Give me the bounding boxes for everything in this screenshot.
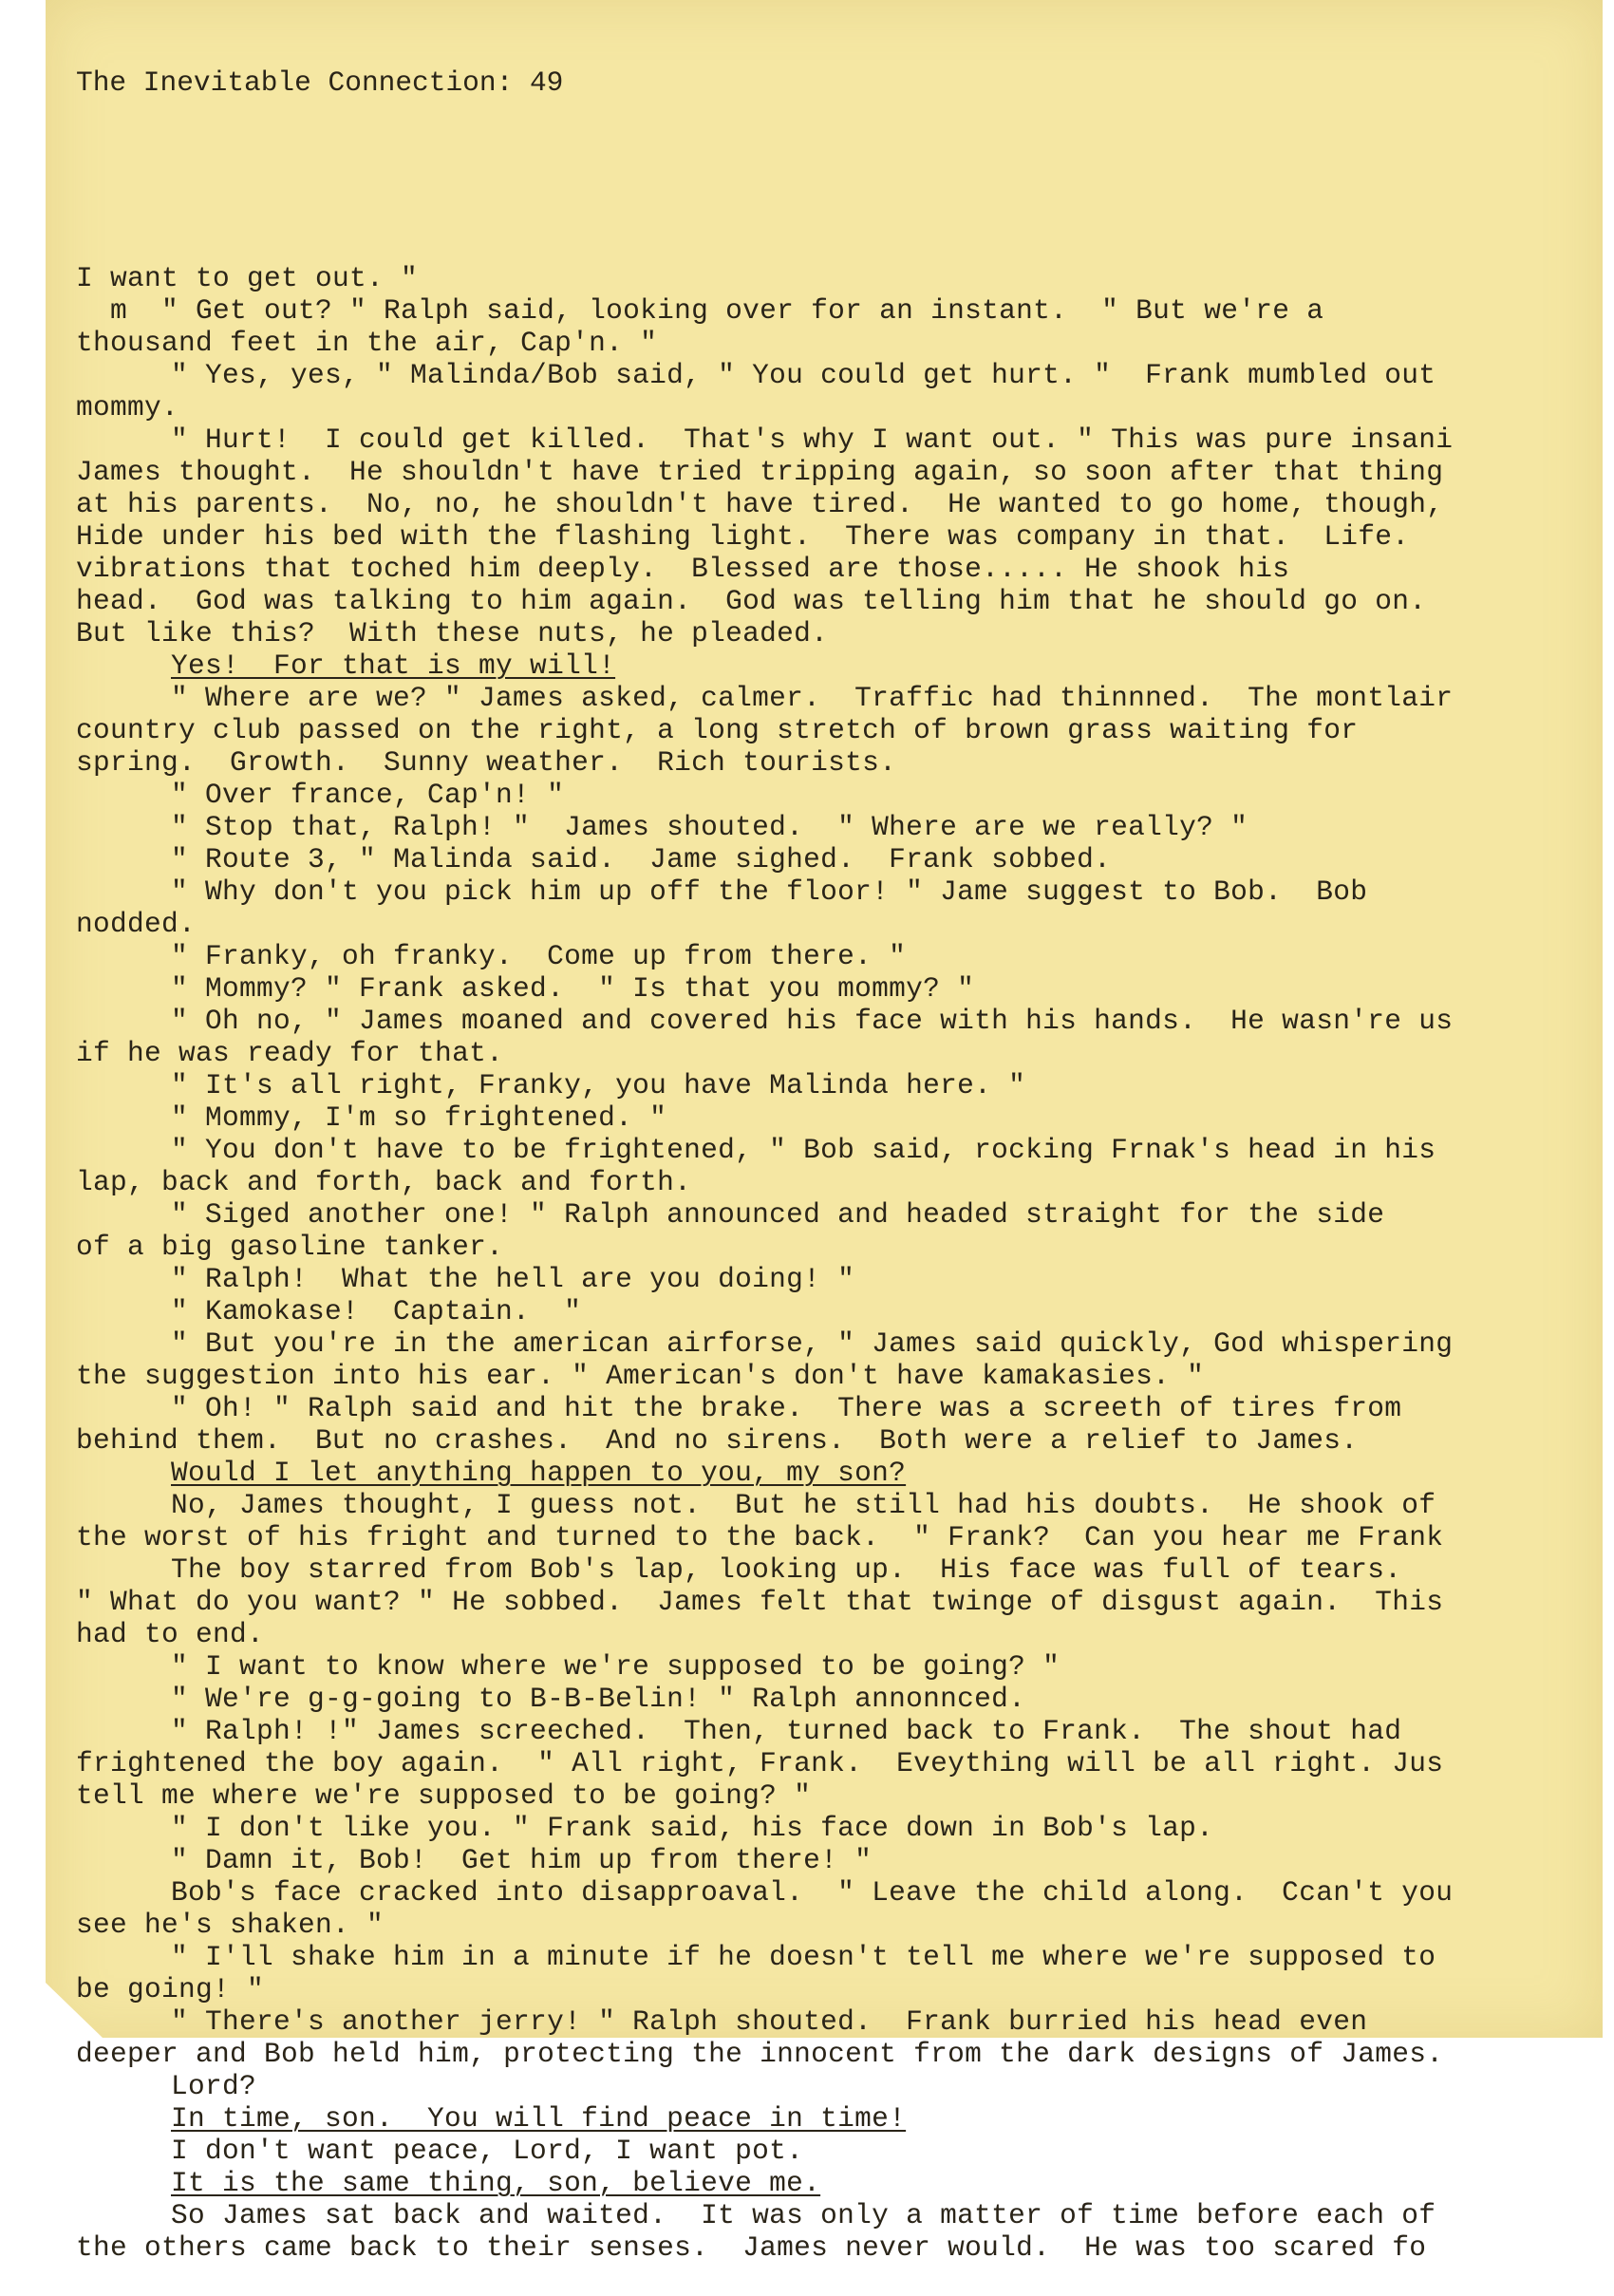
text-line: [76, 1392, 1595, 1424]
text-line: [76, 1586, 1595, 1618]
line-text: But like this? With these nuts, he pleaded.: [76, 617, 829, 649]
text-line: [76, 1844, 1595, 1876]
line-text: head. God was talking to him again. God was telling him that he should go on.: [76, 585, 1427, 617]
line-text: James thought. He shouldn't have tried tripping again, so soon after that thing: [76, 456, 1444, 488]
line-text: nodded.: [76, 908, 197, 940]
line-text: " I'll shake him in a minute if he doesn't tell me where we're supposed to: [171, 1941, 1436, 1973]
text-line: [76, 1198, 1595, 1231]
line-text: Lord?: [171, 2070, 257, 2102]
text-line: [76, 1489, 1595, 1521]
text-line: [76, 1618, 1595, 1650]
text-line: [76, 1360, 1595, 1392]
text-line: [76, 746, 1595, 779]
line-text: " We're g-g-going to B-B-Belin! " Ralph annonnced.: [171, 1683, 1026, 1715]
line-text: " Stop that, Ralph! " James shouted. " Where are we really? ": [171, 811, 1248, 843]
line-text: " Why don't you pick him up off the floor! " Jame suggest to Bob. Bob: [171, 875, 1368, 908]
text-line: [76, 520, 1595, 553]
text-line: [76, 875, 1595, 908]
typewritten-page: [76, 0, 1595, 2296]
line-text: tell me where we're supposed to be going? ": [76, 1779, 812, 1812]
text-line: [76, 1424, 1595, 1457]
underlined-text: In time, son. You will find peace in time!: [171, 2102, 907, 2135]
line-text: if he was ready for that.: [76, 1037, 504, 1069]
text-line: [76, 327, 1595, 359]
line-text: deeper and Bob held him, protecting the innocent from the dark designs of James.: [76, 2038, 1444, 2070]
line-text: the suggestion into his ear. " American's don't have kamakasies. ": [76, 1360, 1205, 1392]
text-line: [76, 1973, 1595, 2005]
text-line: [76, 1779, 1595, 1812]
text-line: [76, 649, 1595, 682]
text-line: [76, 1715, 1595, 1747]
line-text: I don't want peace, Lord, I want pot.: [171, 2135, 804, 2167]
text-line: [76, 1683, 1595, 1715]
text-line: [76, 811, 1595, 843]
text-line: [76, 617, 1595, 649]
text-line: [76, 682, 1595, 714]
line-text: " Damn it, Bob! Get him up from there! ": [171, 1844, 873, 1876]
text-line: [76, 1166, 1595, 1198]
text-line: [76, 1909, 1595, 1941]
line-text: " Oh! " Ralph said and hit the brake. There was a screeth of tires from: [171, 1392, 1402, 1424]
line-text: " Kamokase! Captain. ": [171, 1295, 582, 1327]
text-line: [76, 940, 1595, 972]
line-text: the others came back to their senses. James never would. He was too scared fo: [76, 2231, 1427, 2264]
text-line: [76, 553, 1595, 585]
text-line: [76, 1263, 1595, 1295]
line-text: " But you're in the american airforse, " James said quickly, God whispering: [171, 1327, 1454, 1360]
line-text: I want to get out. ": [76, 262, 419, 294]
text-line: [76, 1876, 1595, 1909]
text-line: [76, 2102, 1595, 2135]
text-line: [76, 585, 1595, 617]
text-line: [76, 1134, 1595, 1166]
text-line: [76, 1747, 1595, 1779]
underlined-text: Would I let anything happen to you, my son?: [171, 1457, 907, 1489]
text-line: [76, 1005, 1595, 1037]
line-text: behind them. But no crashes. And no sirens. Both were a relief to James.: [76, 1424, 1359, 1457]
line-text: had to end.: [76, 1618, 265, 1650]
text-line: [76, 1553, 1595, 1586]
line-text: " Mommy? " Frank asked. " Is that you mommy? ": [171, 972, 975, 1005]
text-line: [76, 423, 1595, 456]
line-text: " There's another jerry! " Ralph shouted. Frank burried his head even: [171, 2005, 1368, 2038]
text-line: [76, 1812, 1595, 1844]
line-text: " Ralph! What the hell are you doing! ": [171, 1263, 855, 1295]
text-line: [76, 1941, 1595, 1973]
line-text: " I want to know where we're supposed to be going? ": [171, 1650, 1060, 1683]
line-text: " Oh no, " James moaned and covered his face with his hands. He wasn're us: [171, 1005, 1454, 1037]
line-text: " Ralph! !" James screeched. Then, turned back to Frank. The shout had: [171, 1715, 1402, 1747]
line-text: " It's all right, Franky, you have Malinda here. ": [171, 1069, 1026, 1101]
line-text: frightened the boy again. " All right, Frank. Eveything will be all right. Jus: [76, 1747, 1444, 1779]
text-line: [76, 294, 1595, 327]
text-line: [76, 1231, 1595, 1263]
text-line: [76, 2167, 1595, 2199]
text-line: [76, 1037, 1595, 1069]
line-text: vibrations that toched him deeply. Blessed are those..... He shook his: [76, 553, 1290, 585]
text-line: [76, 456, 1595, 488]
text-line: [76, 714, 1595, 746]
header-gap: [76, 163, 1595, 198]
line-text: spring. Growth. Sunny weather. Rich tourists.: [76, 746, 897, 779]
text-line: [76, 908, 1595, 940]
line-text: country club passed on the right, a long stretch of brown grass waiting for: [76, 714, 1359, 746]
text-line: [76, 391, 1595, 423]
line-text: be going! ": [76, 1973, 265, 2005]
page-header: The Inevitable Connection: 49: [76, 66, 564, 99]
text-line: [76, 262, 1595, 294]
text-line: [76, 2231, 1595, 2264]
line-text: see he's shaken. ": [76, 1909, 385, 1941]
text-line: [76, 2199, 1595, 2231]
manuscript-body: [76, 262, 1595, 2264]
line-text: So James sat back and waited. It was only a matter of time before each of: [171, 2199, 1436, 2231]
text-line: [76, 843, 1595, 875]
line-text: " What do you want? " He sobbed. James felt that twinge of disgust again. This: [76, 1586, 1444, 1618]
line-text: No, James thought, I guess not. But he still had his doubts. He shook of: [171, 1489, 1436, 1521]
line-text: Hide under his bed with the flashing light. There was company in that. Life.: [76, 520, 1410, 553]
line-text: " I don't like you. " Frank said, his face down in Bob's lap.: [171, 1812, 1214, 1844]
underlined-text: It is the same thing, son, believe me.: [171, 2167, 821, 2199]
text-line: [76, 359, 1595, 391]
underlined-text: Yes! For that is my will!: [171, 649, 616, 682]
line-text: thousand feet in the air, Cap'n. ": [76, 327, 658, 359]
text-line: [76, 1295, 1595, 1327]
text-line: [76, 2070, 1595, 2102]
line-text: Bob's face cracked into disapproaval. " Leave the child along. Ccan't you: [171, 1876, 1454, 1909]
text-line: [76, 779, 1595, 811]
line-text: " Where are we? " James asked, calmer. Traffic had thinnned. The montlair: [171, 682, 1454, 714]
text-line: [76, 972, 1595, 1005]
line-text: at his parents. No, no, he shouldn't have tired. He wanted to go home, though,: [76, 488, 1444, 520]
line-text: " You don't have to be frightened, " Bob said, rocking Frnak's head in his: [171, 1134, 1436, 1166]
line-text: the worst of his fright and turned to the back. " Frank? Can you hear me Frank: [76, 1521, 1444, 1553]
line-text: of a big gasoline tanker.: [76, 1231, 504, 1263]
line-text: m " Get out? " Ralph said, looking over for an instant. " But we're a: [76, 294, 1324, 327]
line-text: The boy starred from Bob's lap, looking up. His face was full of tears.: [171, 1553, 1402, 1586]
line-text: " Yes, yes, " Malinda/Bob said, " You could get hurt. " Frank mumbled out: [171, 359, 1436, 391]
text-line: [76, 2135, 1595, 2167]
text-line: [76, 1101, 1595, 1134]
text-line: [76, 2038, 1595, 2070]
line-text: lap, back and forth, back and forth.: [76, 1166, 692, 1198]
text-line: [76, 1521, 1595, 1553]
text-line: [76, 2005, 1595, 2038]
text-line: [76, 488, 1595, 520]
line-text: " Hurt! I could get killed. That's why I want out. " This was pure insani: [171, 423, 1454, 456]
line-text: " Over france, Cap'n! ": [171, 779, 565, 811]
line-text: mommy.: [76, 391, 179, 423]
line-text: " Siged another one! " Ralph announced and headed straight for the side: [171, 1198, 1385, 1231]
line-text: " Mommy, I'm so frightened. ": [171, 1101, 667, 1134]
text-line: [76, 1650, 1595, 1683]
line-text: " Franky, oh franky. Come up from there. ": [171, 940, 907, 972]
text-line: [76, 1457, 1595, 1489]
text-line: [76, 1069, 1595, 1101]
line-text: " Route 3, " Malinda said. Jame sighed. Frank sobbed.: [171, 843, 1112, 875]
text-line: [76, 1327, 1595, 1360]
